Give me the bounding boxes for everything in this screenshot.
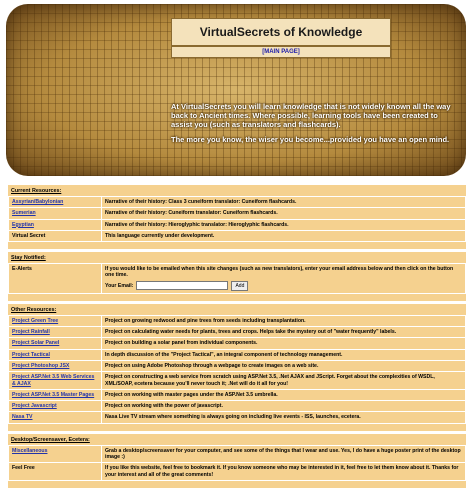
table-row [9, 350, 465, 360]
resource-link[interactable]: Egyptian [12, 221, 34, 228]
resource-desc: This language currently under development. [102, 231, 465, 241]
table-row [9, 327, 465, 337]
resource-link[interactable]: Sumerian [12, 210, 36, 217]
current-resources-section [8, 185, 466, 249]
resource-link[interactable]: Miscellaneous [12, 447, 48, 454]
table-row [9, 197, 465, 207]
intro-paragraph-2: The more you know, the wiser you become...provided you have an open mind. [171, 135, 450, 144]
email-row [105, 281, 462, 291]
main-page-link[interactable]: [MAIN PAGE] [262, 49, 300, 55]
resource-desc: Project on working with the power of javascript. [102, 401, 465, 411]
other-resources-table [8, 315, 466, 424]
resource-link[interactable]: Project Tactical [12, 351, 50, 358]
resource-link[interactable]: Project ASP.Net 3.5 Master Pages [12, 391, 95, 398]
desktop-table [8, 445, 466, 481]
resource-link[interactable]: Project Rainfall [12, 329, 50, 336]
table-row [9, 338, 465, 348]
resource-desc: Project on using Adobe Photoshop through a webpage to create images on a web site. [102, 361, 465, 371]
resource-name-cell [9, 327, 101, 337]
content-area [8, 185, 466, 491]
resource-name-cell [9, 390, 101, 400]
other-resources-section [8, 304, 466, 431]
resource-link[interactable]: Project Green Tree [12, 317, 59, 324]
site-title-box [171, 18, 391, 46]
resource-name-cell [9, 361, 101, 371]
table-row [9, 412, 465, 422]
table-row [9, 208, 465, 218]
section-heading: Stay Notified: [11, 255, 46, 262]
resource-name: Virtual Secret [9, 231, 101, 241]
resource-name-cell [9, 401, 101, 411]
resource-name-cell [9, 197, 101, 207]
resource-desc: Grab a desktop/screensaver for your computer, and see some of the things that I wear and use. Yes, I do have a huge poster print of the desktop image :) [102, 446, 465, 463]
intro-text [171, 102, 455, 150]
e-alerts-label: E-Alerts [9, 264, 101, 293]
resource-desc: Project on working with master pages under the ASP.Net 3.5 umbrella. [102, 390, 465, 400]
table-row [9, 372, 465, 389]
resource-link[interactable]: Assyrian/Babylonian [12, 199, 64, 205]
e-alerts-cell [102, 264, 465, 293]
resource-link[interactable]: Project Solar Panel [12, 340, 60, 347]
add-button[interactable]: Add [231, 281, 248, 291]
resource-desc: Project on building a solar panel from individual components. [102, 338, 465, 348]
resource-name-cell [9, 412, 101, 422]
resource-desc: Project on calculating water needs for plants, trees and crops. Helps take the mystery out of "water frequently" labels. [102, 327, 465, 337]
section-heading: Current Resources: [11, 188, 62, 194]
resource-name: Feel Free [9, 463, 101, 480]
section-heading: Other Resources: [11, 306, 57, 313]
resource-link[interactable]: Project ASP.Net 3.5 Web Services & AJAX [12, 374, 95, 387]
resource-name-cell [9, 446, 101, 463]
resource-link[interactable]: Nasa TV [12, 414, 33, 421]
resource-name-cell [9, 372, 101, 389]
desktop-section [8, 434, 466, 488]
resource-name-cell [9, 220, 101, 230]
table-row [9, 401, 465, 411]
resource-name-cell [9, 338, 101, 348]
resource-desc: Narrative of their history: Cuneiform translator: Cuneiform flashcards. [102, 208, 465, 218]
main-page-bar [171, 46, 391, 58]
section-heading: Desktop/Screensaver, Ecetera: [11, 436, 90, 443]
email-field[interactable] [136, 281, 228, 290]
resource-name-cell [9, 350, 101, 360]
current-resources-table [8, 196, 466, 242]
stay-notified-section [8, 252, 466, 301]
table-row [9, 446, 465, 463]
resource-desc: Narrative of their history: Hieroglyphic translator: Hieroglyphic flashcards. [102, 220, 465, 230]
table-row [9, 463, 465, 480]
email-label: Your Email: [105, 282, 134, 289]
resource-name-cell [9, 316, 101, 326]
table-row [9, 220, 465, 230]
header-banner [6, 4, 466, 176]
resource-link[interactable]: Project Javascript [12, 403, 57, 410]
resource-desc: If you like this website, feel free to bookmark it. If you know someone who may be interested in it, feel free to let them know about it. Thanks for your interest and all of the great comments! [102, 463, 465, 480]
resource-desc: In depth discussion of the "Project Tactical", an integral component of technology management. [102, 350, 465, 360]
table-row [9, 361, 465, 371]
table-row [9, 231, 465, 241]
resource-desc: Project on constructing a web service from scratch using ASP.Net 3.5, .Net AJAX and JScript. Forget about the complexities of WSDL, XML/SOAP, ecetera because you'll never touch it; .Net will do it all for you! [102, 372, 465, 389]
table-row [9, 316, 465, 326]
resource-link[interactable]: Project Photoshop JSX [12, 362, 70, 369]
resource-name-cell [9, 208, 101, 218]
resource-desc: Narrative of their history: Class 3 cuneiform translator: Cuneiform flashcards. [102, 197, 465, 207]
notify-table [8, 263, 466, 294]
e-alerts-desc: If you would like to be emailed when this site changes (such as new translators), enter your email address below and then click on the button one time. [105, 266, 454, 279]
table-row [9, 390, 465, 400]
resource-desc: Project on growing redwood and pine trees from seeds including transplantation. [102, 316, 465, 326]
resource-desc: Nasa Live TV stream where something is always going on including live events - ISS, launches, ecetera. [102, 412, 465, 422]
site-title: VirtualSecrets of Knowledge [199, 25, 363, 39]
intro-paragraph-1: At VirtualSecrets you will learn knowledge that is not widely known all the way back to Ancient times. Where possible, learning tools have been created to assist you (such as translators and flashcards). [171, 102, 451, 129]
table-row [9, 264, 465, 293]
